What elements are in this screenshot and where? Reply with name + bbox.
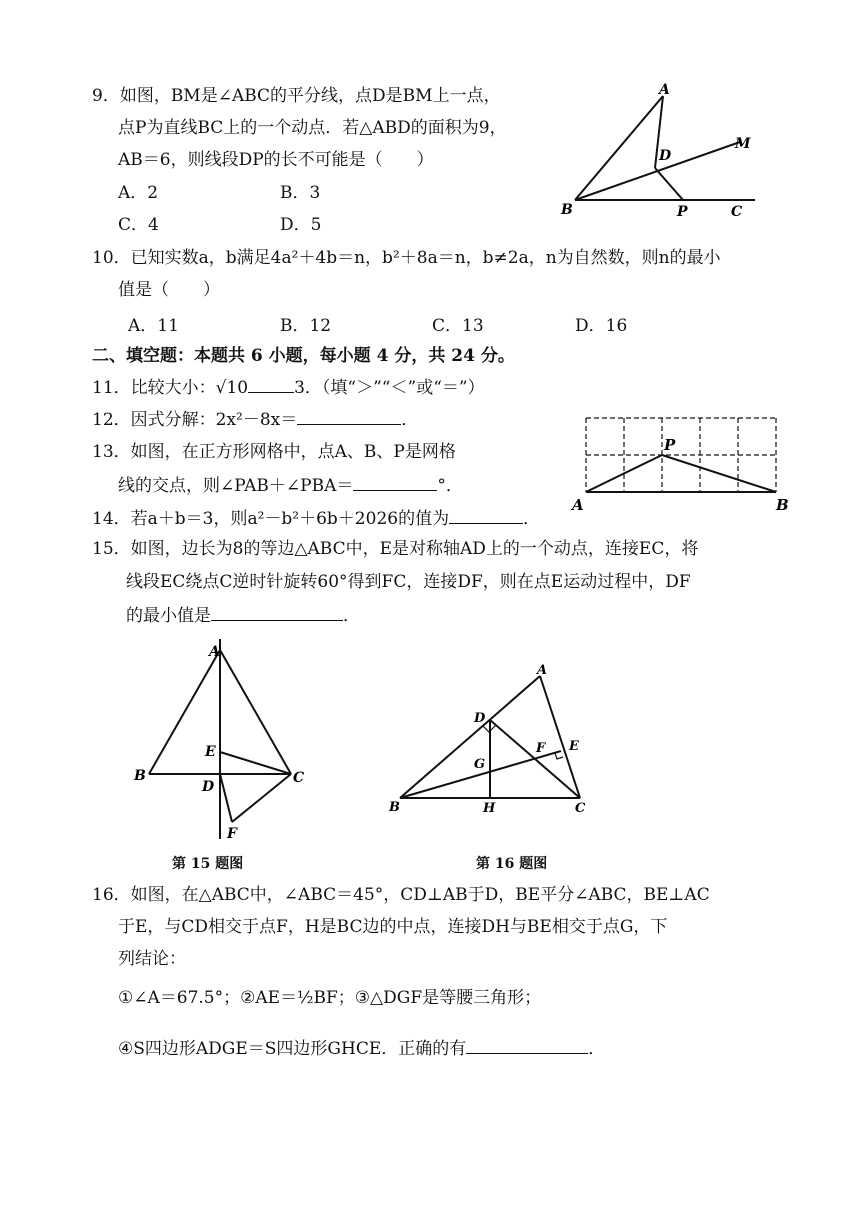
q9-line3: AB＝6，则线段DP的长不可能是（ ）	[118, 150, 434, 170]
q13-line2	[118, 472, 463, 498]
q12-after: ．	[401, 410, 419, 430]
q16-label-d: D	[474, 711, 486, 726]
q16-figure	[385, 660, 595, 820]
q10-option-b: B．12	[280, 316, 332, 336]
q15-line2: 线段EC绕点C逆时针旋转60°得到FC，连接DF，则在点E运动过程中，DF	[126, 572, 691, 592]
q15-label-f: F	[227, 826, 237, 842]
q16-label-c: C	[575, 801, 586, 816]
q13-label-p: P	[664, 436, 676, 454]
q9-line1: 9．如图，BM是∠ABC的平分线，点D是BM上一点，	[92, 86, 501, 106]
q14-answer-blank[interactable]	[449, 505, 523, 524]
q15-caption: 第 15 题图	[172, 856, 244, 872]
q12-before: 12．因式分解：2x²－8x＝	[92, 410, 298, 430]
q13-after: °．	[437, 476, 463, 496]
q9-option-c: C．4	[118, 215, 159, 235]
q9-label-d: D	[659, 148, 672, 164]
q11-after: 3．（填“＞”“＜”或“＝”）	[294, 378, 485, 398]
q15-label-d: D	[202, 779, 215, 795]
q9-label-a: A	[659, 82, 670, 98]
q16-label-e: E	[569, 739, 579, 754]
q14-before: 14．若a＋b＝3，则a²－b²＋6b＋2026的值为	[92, 509, 450, 529]
q16-before: ④S四边形ADGE＝S四边形GHCE．正确的有	[118, 1039, 467, 1059]
q10-line1: 10．已知实数a，b满足4a²＋4b＝n，b²＋8a＝n，b≠2a，n为自然数，则n的最小	[92, 248, 721, 268]
q10-option-c: C．13	[432, 316, 484, 336]
q16-caption: 第 16 题图	[476, 856, 548, 872]
q13-line1: 13．如图，在正方形网格中，点A、B、P是网格	[92, 442, 456, 462]
q15-figure	[125, 634, 325, 844]
q15-label-e: E	[205, 744, 216, 760]
q16-line5	[118, 1035, 605, 1061]
q16-line2: 于E，与CD相交于点F，H是BC边的中点，连接DH与BE相交于点G，下	[118, 917, 668, 937]
q13-label-b: B	[776, 496, 789, 514]
q9-label-p: P	[677, 204, 688, 220]
q15-line3	[126, 602, 360, 628]
q16-label-b: B	[389, 800, 400, 815]
q15-label-b: B	[134, 768, 146, 784]
q14-after: ．	[523, 509, 541, 529]
q15-before: 的最小值是	[126, 606, 211, 626]
q16-label-a: A	[537, 663, 548, 678]
q16-label-f: F	[536, 741, 546, 756]
q16-label-h: H	[483, 801, 496, 816]
q16-label-g: G	[474, 757, 486, 772]
q9-label-b: B	[561, 202, 573, 218]
q16-after: ．	[588, 1039, 606, 1059]
q9-label-c: C	[731, 204, 743, 220]
section-heading: 二、填空题：本题共 6 小题，每小题 4 分，共 24 分。	[92, 346, 515, 366]
q14	[92, 505, 540, 531]
q9-option-a: A．2	[118, 183, 159, 203]
q16-line4: ①∠A＝67.5°；②AE＝½BF；③△DGF是等腰三角形；	[118, 988, 542, 1008]
q10-line2: 值是（ ）	[118, 280, 220, 300]
q15-label-a: A	[209, 644, 220, 660]
q13-before: 线的交点，则∠PAB＋∠PBA＝	[118, 476, 354, 496]
q9-figure	[555, 80, 775, 225]
q16-line3: 列结论：	[118, 949, 186, 969]
q9-option-b: B．3	[280, 183, 321, 203]
q12	[92, 406, 418, 432]
q15-label-c: C	[293, 770, 305, 786]
q13-answer-blank[interactable]	[353, 472, 437, 491]
q15-line1: 15．如图，边长为8的等边△ABC中，E是对称轴AD上的一个动点，连接EC，将	[92, 539, 699, 559]
q11	[92, 374, 485, 400]
q16-answer-blank[interactable]	[466, 1035, 588, 1054]
q13-label-a: A	[572, 496, 584, 514]
q9-option-d: D．5	[280, 215, 322, 235]
q11-before: 11．比较大小：√10	[92, 378, 249, 398]
q11-answer-blank[interactable]	[248, 374, 294, 393]
q9-line2: 点P为直线BC上的一个动点．若△ABD的面积为9，	[118, 118, 507, 138]
q9-label-m: M	[735, 136, 751, 152]
q15-after: ．	[343, 606, 360, 626]
q10-option-d: D．16	[575, 316, 628, 336]
q16-line1: 16．如图，在△ABC中，∠ABC＝45°，CD⊥AB于D，BE平分∠ABC，BE⊥AC	[92, 885, 710, 905]
q10-option-a: A．11	[128, 316, 179, 336]
q13-figure	[566, 410, 796, 516]
q12-answer-blank[interactable]	[297, 406, 401, 425]
q15-answer-blank[interactable]	[211, 602, 343, 621]
